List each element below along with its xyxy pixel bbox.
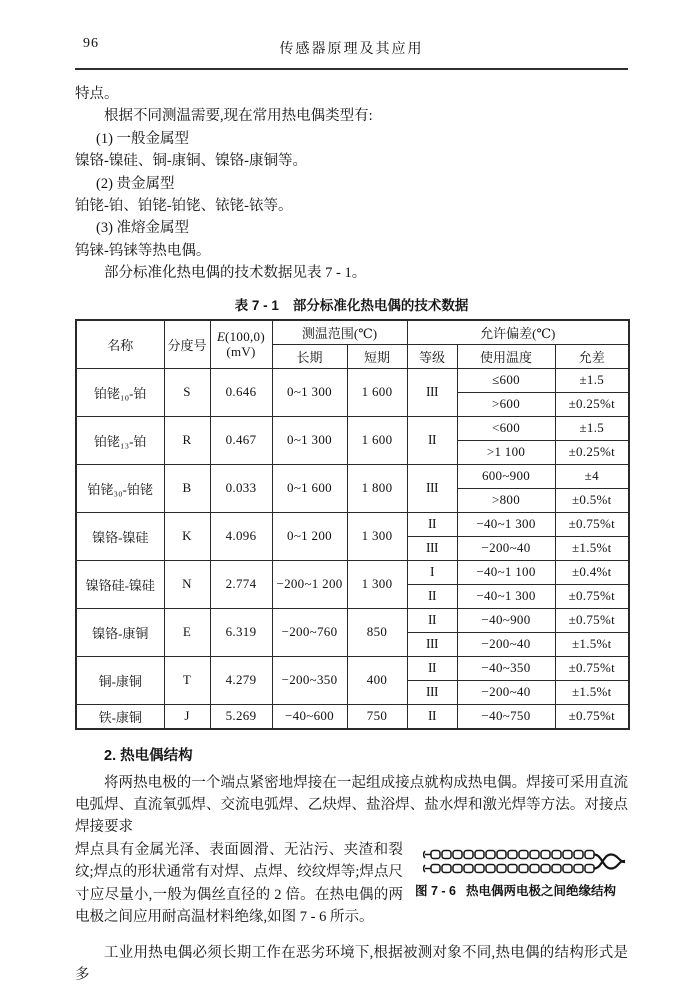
- table-cell: ±0.75%t: [555, 704, 629, 729]
- table-cell: 0.467: [210, 416, 272, 464]
- table-row: [76, 704, 629, 729]
- body-paragraph: 焊点具有金属光泽、表面圆滑、无沾污、夹渣和裂纹;焊点的形状通常有对焊、点焊、绞纹焊等;焊点尺寸应尽量小,一般为偶丝直径的 2 倍。在热电偶的两电极之间应用耐高温材料绝缘,如图 7 - 6 所示。: [75, 841, 403, 926]
- table-cell: −200~40: [457, 536, 555, 560]
- table-cell: III: [407, 632, 457, 656]
- list-item-2-body: 铂铑-铂、铂铑-铂铑、铱铑-铱等。: [75, 198, 293, 215]
- column-header-emf: [210, 320, 272, 369]
- table-cell: >600: [457, 392, 555, 416]
- table-cell: 0.033: [210, 464, 272, 512]
- table-cell: 5.269: [210, 704, 272, 729]
- table-cell: ±1.5: [555, 416, 629, 440]
- table-cell: −40~350: [457, 656, 555, 680]
- table-row: [76, 368, 629, 392]
- table-cell: III: [407, 368, 457, 416]
- table-cell: ±0.25%t: [555, 440, 629, 464]
- table-cell: III: [407, 464, 457, 512]
- insulated-bead-electrodes-icon: [423, 846, 628, 878]
- table-cell: 铂铑₁₀-铂: [76, 368, 164, 416]
- table-cell: >800: [457, 488, 555, 512]
- table-cell: ±0.75%t: [555, 584, 629, 608]
- table-cell: 1 800: [347, 464, 407, 512]
- section-heading: 2. 热电偶结构: [104, 747, 193, 764]
- column-header-short-term: 短期: [347, 344, 407, 368]
- emf-unit: (mV): [226, 344, 256, 360]
- table-header-row: [76, 320, 629, 345]
- table-title: 部分标准化热电偶的技术数据: [292, 297, 469, 313]
- table-cell: S: [164, 368, 210, 416]
- table-cell: II: [407, 416, 457, 464]
- table-cell: ±0.75%t: [555, 512, 629, 536]
- figure-7-6: [415, 846, 628, 899]
- table-cell: 600~900: [457, 464, 555, 488]
- figure-caption-text: 热电偶两电极之间绝缘结构: [466, 883, 617, 898]
- table-row: [76, 560, 629, 584]
- table-cell: B: [164, 464, 210, 512]
- column-header-name: 名称: [76, 320, 164, 369]
- table-row: [76, 464, 629, 488]
- table-cell: 铁-康铜: [76, 704, 164, 729]
- column-header-grad-no: 分度号: [164, 320, 210, 369]
- table-cell: E: [164, 608, 210, 656]
- table-cell: 镍铬硅-镍硅: [76, 560, 164, 608]
- table-cell: −200~760: [272, 608, 347, 656]
- table-cell: II: [407, 584, 457, 608]
- table-cell: ≤600: [457, 368, 555, 392]
- table-reference-line: 部分标准化热电偶的技术数据见表 7 - 1。: [104, 265, 367, 282]
- table-cell: ±0.75%t: [555, 608, 629, 632]
- table-cell: 铜-康铜: [76, 656, 164, 704]
- table-cell: −200~40: [457, 632, 555, 656]
- column-header-range-group: 测温范围(℃): [272, 320, 407, 345]
- table-cell: −40~750: [457, 704, 555, 729]
- table-cell: −40~600: [272, 704, 347, 729]
- table-row: [76, 608, 629, 632]
- table-cell: >1 100: [457, 440, 555, 464]
- table-cell: 850: [347, 608, 407, 656]
- table-cell: N: [164, 560, 210, 608]
- intro-line: 根据不同测温需要,现在常用热电偶类型有:: [104, 108, 373, 125]
- running-header: [75, 36, 628, 60]
- table-cell: 4.279: [210, 656, 272, 704]
- emf-formula: E(100,0): [217, 329, 265, 345]
- table-caption: [75, 294, 628, 314]
- table-cell: 750: [347, 704, 407, 729]
- table-cell: III: [407, 680, 457, 704]
- table-cell: 6.319: [210, 608, 272, 656]
- table-row: [76, 656, 629, 680]
- list-item-1-title: (1) 一般金属型: [96, 130, 190, 147]
- table-cell: 0.646: [210, 368, 272, 416]
- table-cell: −200~1 200: [272, 560, 347, 608]
- thermocouple-data-table: [75, 319, 630, 730]
- table-cell: II: [407, 608, 457, 632]
- table-row: [76, 512, 629, 536]
- table-cell: −200~350: [272, 656, 347, 704]
- table-cell: 2.774: [210, 560, 272, 608]
- page-number: 96: [83, 36, 99, 51]
- table-cell: 0~1 200: [272, 512, 347, 560]
- table-cell: 4.096: [210, 512, 272, 560]
- table-cell: ±4: [555, 464, 629, 488]
- table-cell: T: [164, 656, 210, 704]
- table-cell: 镍铬-镍硅: [76, 512, 164, 560]
- list-item-2-title: (2) 贵金属型: [96, 175, 175, 192]
- table-cell: J: [164, 704, 210, 729]
- table-cell: −40~1 300: [457, 584, 555, 608]
- table-cell: 1 600: [347, 368, 407, 416]
- body-paragraph: 将两热电极的一个端点紧密地焊接在一起组成接点就构成热电偶。焊接可采用直流电弧焊、直流氧弧焊、交流电弧焊、乙炔焊、盐浴焊、盐水焊和激光焊等方法。对接点焊接要求: [75, 774, 628, 836]
- table-cell: ±0.4%t: [555, 560, 629, 584]
- table-label: 表 7 - 1: [234, 297, 279, 313]
- running-header-title: 传感器原理及其应用: [279, 42, 424, 57]
- column-header-long-term: 长期: [272, 344, 347, 368]
- table-cell: ±1.5%t: [555, 680, 629, 704]
- table-row: [76, 416, 629, 440]
- table-cell: ±1.5%t: [555, 632, 629, 656]
- table-cell: 0~1 300: [272, 416, 347, 464]
- table-cell: 0~1 600: [272, 464, 347, 512]
- figure-label: 图 7 - 6: [415, 883, 456, 898]
- table-cell: 铂铑₃₀-铂铑: [76, 464, 164, 512]
- table-cell: −40~900: [457, 608, 555, 632]
- body-paragraph: 工业用热电偶必须长期工作在恶劣环境下,根据被测对象不同,热电偶的结构形式是多: [75, 944, 628, 983]
- table-cell: ±0.75%t: [555, 656, 629, 680]
- list-item-3-body: 钨铼-钨铼等热电偶。: [75, 242, 211, 259]
- table-cell: ±1.5%t: [555, 536, 629, 560]
- table-cell: 1 600: [347, 416, 407, 464]
- table-cell: ±1.5: [555, 368, 629, 392]
- header-rule: [75, 68, 628, 70]
- table-cell: I: [407, 560, 457, 584]
- intro-text: [75, 83, 628, 285]
- column-header-grade: 等级: [407, 344, 457, 368]
- table-cell: −200~40: [457, 680, 555, 704]
- list-item-3-title: (3) 准熔金属型: [96, 220, 190, 237]
- table-cell: II: [407, 512, 457, 536]
- table-cell: 0~1 300: [272, 368, 347, 416]
- table-cell: 1 300: [347, 512, 407, 560]
- table-cell: III: [407, 536, 457, 560]
- table-cell: K: [164, 512, 210, 560]
- table-cell: −40~1 300: [457, 512, 555, 536]
- table-cell: −40~1 100: [457, 560, 555, 584]
- column-header-tolerance: 允差: [555, 344, 629, 368]
- table-cell: R: [164, 416, 210, 464]
- table-cell: 铂铑₁₃-铂: [76, 416, 164, 464]
- table-cell: II: [407, 704, 457, 729]
- column-header-tolerance-group: 允许偏差(℃): [407, 320, 629, 345]
- table-cell: ±0.25%t: [555, 392, 629, 416]
- table-cell: <600: [457, 416, 555, 440]
- text-with-figure: [75, 839, 628, 929]
- paragraph-continuation: 特点。: [75, 86, 119, 102]
- column-header-use-temp: 使用温度: [457, 344, 555, 368]
- table-cell: 1 300: [347, 560, 407, 608]
- table-cell: II: [407, 656, 457, 680]
- table-cell: 400: [347, 656, 407, 704]
- list-item-1-body: 镍铬-镍硅、铜-康铜、镍铬-康铜等。: [75, 153, 307, 170]
- figure-caption: [415, 881, 628, 899]
- table-cell: 镍铬-康铜: [76, 608, 164, 656]
- table-cell: ±0.5%t: [555, 488, 629, 512]
